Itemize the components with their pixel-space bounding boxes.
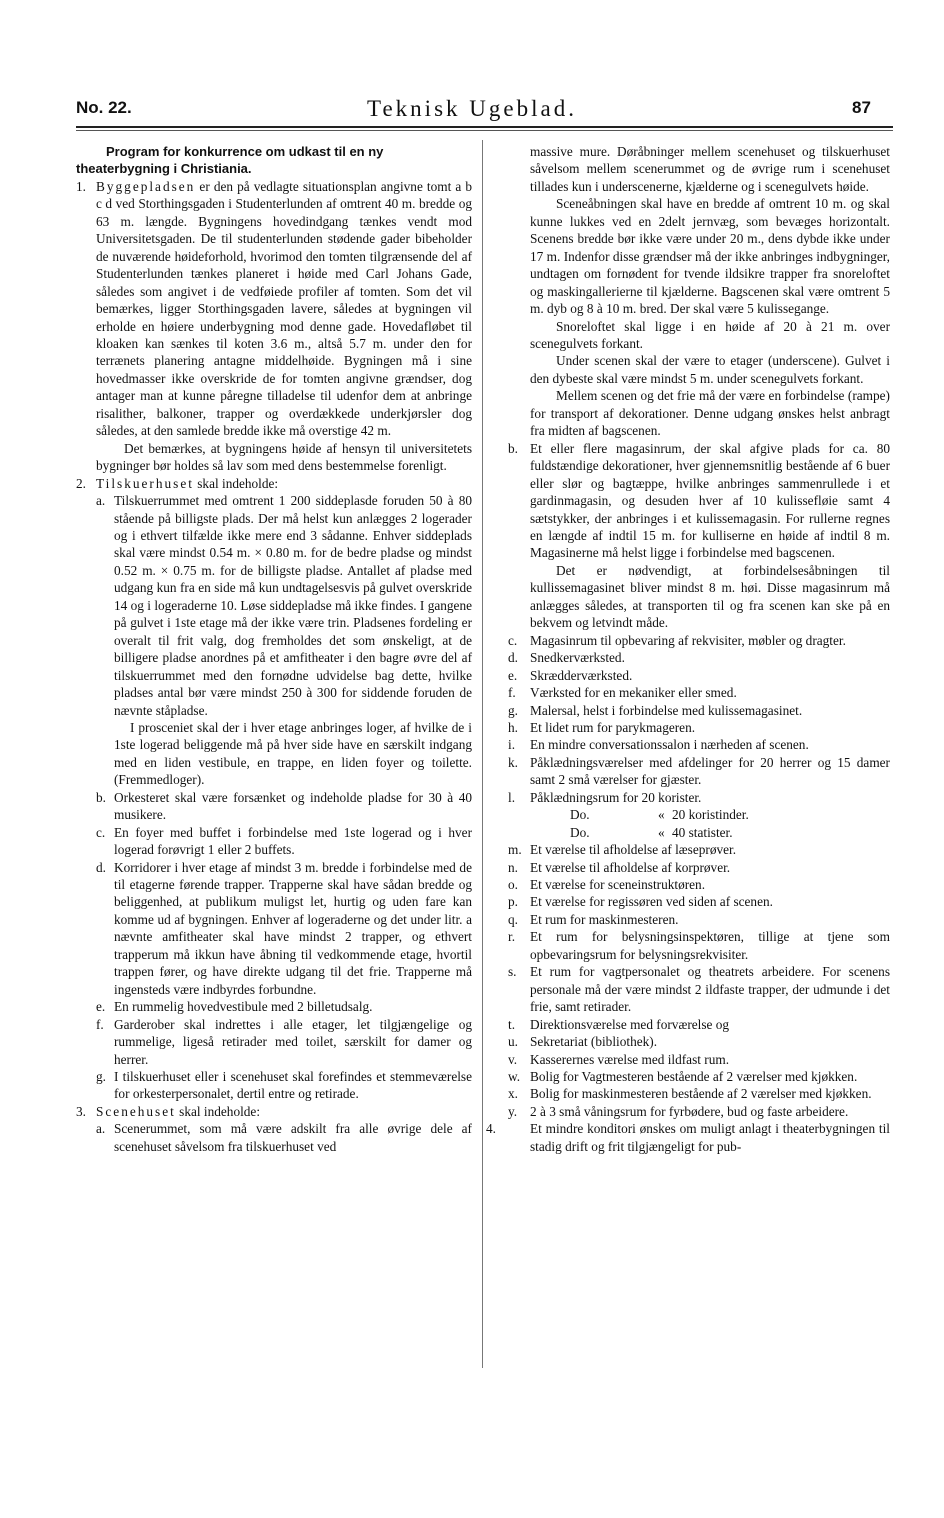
- ditto-line-1: [508, 806, 890, 823]
- room-list-item: [508, 789, 890, 806]
- issue-number: No. 22.: [76, 98, 132, 117]
- item-marker: u.: [508, 1034, 518, 1050]
- heading-line-1: Program for konkurrence om udkast til en ny: [106, 144, 384, 159]
- sub-marker: g.: [96, 1069, 106, 1085]
- ramp-paragraph: Mellem scenen og det frie må der være en forbindelse (rampe) for transport af dekorationer. Denne udgang ønskes helst anbragt fra midten af bagscenen.: [530, 388, 890, 439]
- section-lead: Tilskuerhuset: [96, 475, 194, 491]
- item-text: Sekretariat (bibliothek).: [530, 1034, 658, 1050]
- sub-marker: a.: [96, 1121, 106, 1137]
- item-marker: o.: [508, 877, 518, 893]
- ditto-label: Do.: [570, 824, 590, 840]
- item-text: Bolig for Vagtmesteren bestående af 2 værelser med kjøkken.: [530, 1069, 858, 1085]
- item-text: Magasinrum til opbevaring af rekvisiter, møbler og dragter.: [530, 632, 846, 648]
- section-3b: [508, 440, 890, 562]
- understage-paragraph: Under scenen skal der være to etager (underscene). Gulvet i den dybeste skal være mindst 5 m. under scenegulvets forkant.: [530, 353, 890, 386]
- section-text: Et mindre konditori ønskes om muligt anlagt i theaterbygningen til stadig drift og frit tilgjængeligt for pub-: [530, 1121, 890, 1154]
- item-text: En mindre conversationssalon i nærheden af scenen.: [530, 737, 809, 753]
- room-list: [508, 632, 890, 807]
- continuation-paragraph: massive mure. Døråbninger mellem scenehuset og tilskuerhuset såvelsom mellem scenerummet og de øvrige rum i scenehuset tillades kun i underscenerne, kjælderne og i scenegulvets høide.: [530, 144, 890, 194]
- item-text: Snedkerværksted.: [530, 650, 625, 666]
- sub-text: En foyer med buffet i forbindelse med 1ste logerad og i hver logerad forøvrigt 1 eller 2 buffets.: [114, 824, 472, 858]
- item-marker: t.: [508, 1016, 516, 1032]
- journal-title: Teknisk Ugeblad.: [367, 96, 577, 121]
- room-list-item: [508, 649, 890, 666]
- item-marker: n.: [508, 859, 518, 875]
- item-marker: c.: [508, 632, 518, 648]
- item-text: Et rum for belysningsinspektøren, tillige at tjene som opbevaringsrum for belysningsrekvisiter.: [530, 929, 890, 962]
- item-text: Kasserernes værelse med ildfast rum.: [530, 1051, 730, 1067]
- item-marker: w.: [508, 1069, 521, 1085]
- sub-text: Orkesteret skal være forsænket og indeholde pladse for 30 à 40 musikere.: [114, 789, 472, 823]
- section-text: skal indeholde:: [197, 475, 279, 491]
- section-2e: [76, 998, 472, 1015]
- running-header: [0, 96, 944, 126]
- section-3a: [76, 1120, 472, 1155]
- item-text: Et værelse til afholdelse af læseprøver.: [530, 842, 737, 858]
- section-marker: 1.: [76, 178, 86, 194]
- item-text: Direktionsværelse med forværelse og: [530, 1016, 730, 1032]
- room-list-item: [508, 754, 890, 789]
- room-list-item: [508, 1085, 890, 1102]
- room-list-item: [508, 928, 890, 963]
- section-text: skal indeholde:: [179, 1103, 261, 1119]
- room-list-item: [508, 1033, 890, 1050]
- item-marker: i.: [508, 737, 516, 753]
- room-list-item: [508, 859, 890, 876]
- item-text: Et rum for vagtpersonalet og theatrets arbeidere. For scenens personale må der være mindst 2 ildfaste trapper, der udmunde i det frie, samt retirader.: [530, 964, 890, 1015]
- sub-text: En rummelig hovedvestibule med 2 billetudsalg.: [114, 999, 373, 1015]
- item-marker: e.: [508, 667, 518, 683]
- item-marker: f.: [508, 685, 516, 701]
- item-text: Et værelse for sceneinstruktøren.: [530, 877, 706, 893]
- room-list-2: [508, 841, 890, 1120]
- header-rule: [76, 126, 893, 128]
- item-text: Et værelse til afholdelse af korprøver.: [530, 859, 731, 875]
- item-marker: q.: [508, 911, 518, 927]
- section-marker: 2.: [76, 475, 86, 491]
- item-text: Påklædningsværelser med afdelinger for 20 herrer og 15 damer samt 2 små værelser for gjæster.: [530, 754, 890, 788]
- heading-line-2: theaterbygning i Christiania.: [76, 161, 252, 177]
- room-list-item: [508, 893, 890, 910]
- item-text: Skrædderværksted.: [530, 667, 633, 683]
- sub-text: Korridorer i hver etage af mindst 3 m. bredde i forbindelse med de til etagerne førende trapper. Trapperne skal have sådan bredde og beliggenhed, at publikum muligst let, hurtig og uden fare kan komme ud af bygningen. Enhver af logeraderne og det under litr. a nævnte amfitheater skal have mindst 2 trapper, og ethvert trapperum må ikkun have åbning til vedkommende etage, hvortil trappen fører, og have direkte udgang til det frie. Trapperne må ingensteds være indbyrdes forbundne.: [114, 859, 472, 997]
- ditto-text: 20 koristinder.: [672, 807, 749, 823]
- section-2f: [76, 1016, 472, 1068]
- item-marker: x.: [508, 1086, 518, 1102]
- item-marker: h.: [508, 719, 518, 735]
- section-2: [76, 475, 472, 492]
- sub-marker: b.: [508, 440, 518, 456]
- section-marker: 4.: [486, 1121, 496, 1137]
- room-list-item: [508, 911, 890, 928]
- item-marker: s.: [508, 964, 517, 980]
- room-list-item: [508, 684, 890, 701]
- room-list-item: [508, 719, 890, 736]
- section-3b-paragraph-2: Det er nødvendigt, at forbindelsesåbningen til kullissemagasinet bliver mindst 8 m. høi. Disse magasinrum må anlægges således, at transporten til og fra scenen kan ske på en bekvem og letvindt måde.: [530, 562, 890, 631]
- item-text: Bolig for maskinmesteren bestående af 2 værelser med kjøkken.: [530, 1086, 872, 1102]
- item-marker: m.: [508, 842, 522, 858]
- item-marker: v.: [508, 1051, 518, 1067]
- sub-marker: b.: [96, 789, 106, 805]
- section-text: er den på vedlagte situationsplan angivne tomt a b c d ved Storthingsgaden i Studenterlunden af omtrent 40 m. bredde og 63 m. længde. Bygningens hovedindgang tænkes vendt mod Universitetsgaden. De til studenterlunden stødende gader bibeholder de nuværende høideforhold, hvorimod den tomten tilgrænsende del af Studenterlunden tænkes planeret i høide med Carl Johans Gade, således som angivet i de vedføiede profiler af tomten. Som det vil bemærkes, ligger Storthingsgaden lavere, således at bygningen vil erholde en høiere underbygning mod denne gade. Hovedafløbet til kloaken kan sænkes til koten 3.6 m., altså 5.7 m. under den for terrænets planering antagne middelhøide. Bygningen må i sine hovedmasser ikke overskride de for tomten angivne grændser, dog antager man at kunne påregne tilladelse til udenfor dem at anbringe risalither, balkoner, trapper og overdækkede underkjørsler dog således, at den samlede bredde ikke må overstige 42 m.: [96, 178, 472, 439]
- section-2g: [76, 1068, 472, 1103]
- sub-text: Et eller flere magasinrum, der skal afgive plads for ca. 80 fuldstændige dekorationer, hver gjennemsnitlig bestående af 6 buer eller slør og bagtæppe, hvilke anbringes sammenrullede i et gardinmagasin, og desuden hver af 10 kulissefløie samt 4 sætstykker, der anbringes i et kulissemagasin. For rullerne regnes en længde af indtil 15 m. for kulliserne en høide af indtil 8 m. Magasinerne må helst ligge i forbindelse med bagscenen.: [530, 440, 890, 561]
- fly-loft-paragraph: Snoreloftet skal ligge i en høide af 20 à 21 m. over scenegulvets forkant.: [530, 318, 890, 351]
- sub-marker: f.: [96, 1016, 104, 1032]
- item-marker: l.: [508, 789, 516, 805]
- section-2a-paragraph-2: I prosceniet skal der i hver etage anbringes loger, af hvilke de i 1ste logerad beliggende må på hver side have en særskilt indgang med en liden vestibule, en trappe, en liden foyer og toilette. (Fremmedloger).: [114, 719, 472, 788]
- room-list-item: [508, 1103, 890, 1120]
- room-list-item: [508, 1051, 890, 1068]
- ditto-label: Do.: [570, 807, 590, 823]
- sub-marker: e.: [96, 999, 106, 1015]
- item-text: 2 à 3 små våningsrum for fyrbødere, bud og faste arbeidere.: [530, 1103, 849, 1119]
- room-list-item: [508, 963, 890, 1015]
- header-rule-thin: [76, 130, 893, 131]
- item-marker: k.: [508, 754, 518, 770]
- left-column: [76, 143, 472, 1155]
- item-text: Malersal, helst i forbindelse med kulissemagasinet.: [530, 702, 803, 718]
- section-1-paragraph-2: Det bemærkes, at bygningens høide af hensyn til universitetets bygninger bør holdes så lav som med dens bestemmelse forenligt.: [96, 440, 472, 474]
- ditto-mark: «: [658, 824, 665, 840]
- sub-text: Tilskuerrummet med omtrent 1 200 siddeplasde foruden 50 à 80 stående på billigste plads. Der må helst kun anlægges 2 logerader og i ethvert tilfælde ikke mere end 3 sådanne. Enhver siddeplads skal være mindst 0.54 m. × 0.80 m. for de bedre pladse og mindst 0.52 m. × 0.75 m. for de billigste pladse. Antallet af pladse med udgang kun fra en side må kun undtagelsesvis på gulvet overskride 14 og i logeraderne 10. Løse siddepladse må ikke findes. I gangene på gulvet i 1ste etage må der ikke være trin. Pladsenes fordeling er overalt til frit valg, dog fremholdes det som ønskeligt, at de billigere pladse anordnes på et amfitheater i den bagre øvre del af tilskuerrummet med den fornødne udvidelse bag dette, hvilke pladses antal bør være mindst 250 à 300 for siddende foruden de nævnte ståpladse.: [114, 493, 472, 718]
- section-lead: Scenehuset: [96, 1103, 176, 1119]
- item-marker: y.: [508, 1103, 518, 1119]
- room-list-item: [508, 1068, 890, 1085]
- item-text: Værksted for en mekaniker eller smed.: [530, 685, 737, 701]
- program-heading: [76, 143, 472, 178]
- right-column: [486, 143, 890, 1155]
- item-text: Et værelse for regissøren ved siden af scenen.: [530, 894, 773, 910]
- item-marker: r.: [508, 929, 516, 945]
- ditto-mark: «: [658, 807, 665, 823]
- item-text: Et lidet rum for parykmageren.: [530, 719, 696, 735]
- section-lead: Byggepladsen: [96, 178, 196, 194]
- section-2a: [76, 492, 472, 719]
- room-list-item: [508, 667, 890, 684]
- room-list-item: [508, 736, 890, 753]
- ditto-line-2: [508, 824, 890, 841]
- item-marker: g.: [508, 702, 518, 718]
- item-text: Et rum for maskinmesteren.: [530, 911, 679, 927]
- section-marker: 3.: [76, 1103, 86, 1119]
- sub-text: I tilskuerhuset eller i scenehuset skal forefindes et stemmeværelse for orkesterpersonalet, dertil entre og retirade.: [114, 1069, 472, 1102]
- item-marker: p.: [508, 894, 518, 910]
- sub-marker: c.: [96, 824, 106, 840]
- section-2b: [76, 789, 472, 824]
- room-list-item: [508, 1016, 890, 1033]
- sub-marker: d.: [96, 859, 106, 875]
- sub-text: Garderober skal indrettes i alle etager, let tilgjængelige og rummelige, ligeså retirader med toilet, særskilt for damer og herrer.: [114, 1016, 472, 1067]
- section-2c: [76, 824, 472, 859]
- column-divider: [482, 140, 483, 1368]
- section-4: [486, 1120, 890, 1155]
- section-2d: [76, 859, 472, 999]
- room-list-item: [508, 876, 890, 893]
- room-list-item: [508, 841, 890, 858]
- item-text: Påklædningsrum for 20 korister.: [530, 789, 702, 805]
- room-list-item: [508, 702, 890, 719]
- page-number: 87: [852, 98, 871, 117]
- section-3: [76, 1103, 472, 1120]
- item-marker: d.: [508, 650, 518, 666]
- sub-text: Scenerummet, som må være adskilt fra alle øvrige dele af scenehuset såvelsom fra tilskuerhuset ved: [114, 1121, 472, 1154]
- room-list-item: [508, 632, 890, 649]
- section-1: [76, 178, 472, 440]
- stage-opening-paragraph: Sceneåbningen skal have en bredde af omtrent 10 m. og skal kunne lukkes ved en 2delt jernvæg, som bevæges horizontalt. Scenens bredde bør ikke være under 20 m., dens dybde ikke under 17 m. Indenfor disse grændser må der ikke anbringes indbygninger, undtagen om fornødent for tvende ildsikre trapper fra snoreloftet og maskingallerierne til kjælderne. Bagscenen skal være omtrent 5 m. dyb og 8 à 10 m. bred. Der skal være 5 kulissegange.: [530, 196, 890, 317]
- sub-marker: a.: [96, 493, 106, 509]
- ditto-text: 40 statister.: [672, 824, 733, 840]
